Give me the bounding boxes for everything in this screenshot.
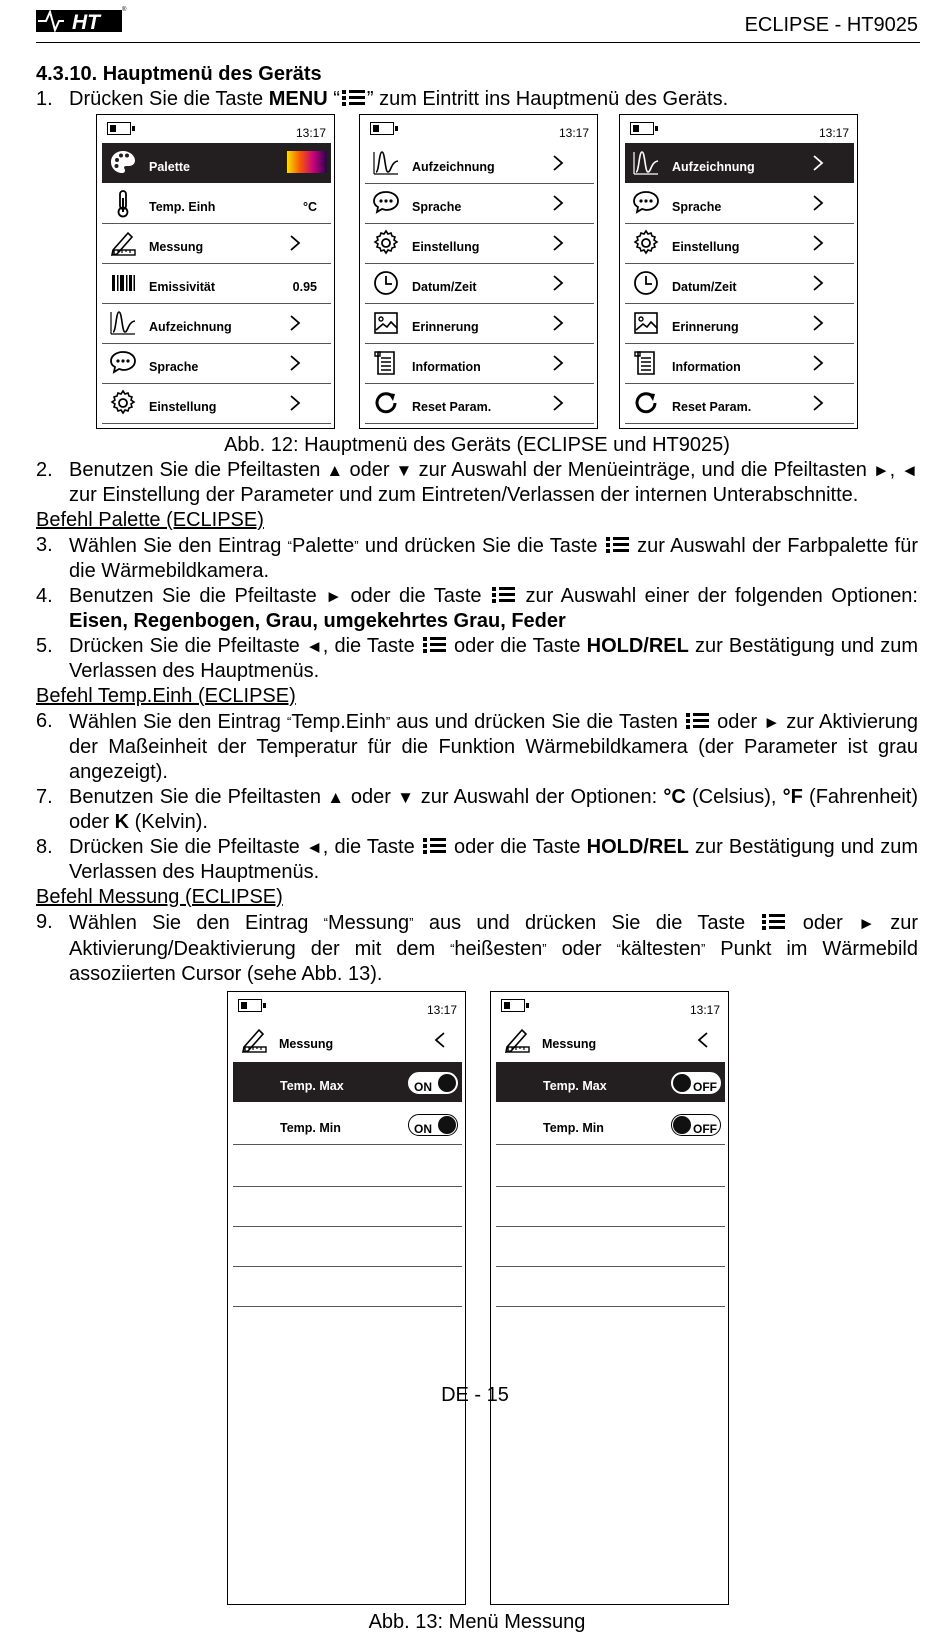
toggle-row-label: Temp. Max — [543, 1079, 607, 1093]
chevron-right-icon — [550, 395, 566, 411]
battery-icon — [107, 122, 131, 135]
step-6: 6. Wählen Sie den Eintrag “Temp.Einh” aus und drücken Sie die Tasten oder ► zur Aktivierung der Maßeinheit der Temperatur für die Funktion Wärmebildkamera (der Parameter ist grau angezeigt). — [36, 710, 918, 783]
menu-item-label: Emissivität — [149, 280, 216, 294]
battery-icon — [501, 999, 525, 1012]
status-bar — [491, 992, 728, 1018]
barcode-icon — [108, 268, 138, 298]
ht-logo — [36, 4, 128, 34]
palette-icon — [108, 148, 138, 178]
menu-item-label: Aufzeichnung — [412, 160, 495, 174]
gear-icon — [108, 388, 138, 418]
menu-item-label: Aufzeichnung — [149, 320, 232, 334]
chevron-right-icon — [550, 275, 566, 291]
menu-item-label: Reset Param. — [672, 400, 752, 414]
chevron-right-icon — [810, 395, 826, 411]
chevron-right-icon — [287, 355, 303, 371]
clock-icon — [631, 268, 661, 298]
menu-item[interactable] — [102, 223, 331, 264]
chevron-right-icon — [550, 355, 566, 371]
toggle-row[interactable] — [496, 1104, 725, 1145]
waveform-icon — [371, 148, 401, 178]
menu-item[interactable] — [365, 183, 594, 224]
step-3: 3. Wählen Sie den Eintrag “Palette” und drücken Sie die Taste zur Auswahl der Farbpalette für die Wärmebildkamera. — [36, 534, 918, 582]
chevron-right-icon — [550, 155, 566, 171]
toggle-switch[interactable] — [671, 1072, 721, 1094]
chevron-right-icon — [810, 155, 826, 171]
chevron-right-icon — [810, 275, 826, 291]
toggle-row[interactable] — [496, 1062, 725, 1102]
pencil-ruler-icon — [239, 1025, 269, 1055]
chevron-left-icon — [432, 1032, 448, 1048]
menu-item-label: Sprache — [412, 200, 462, 214]
clock-time: 13:17 — [818, 126, 849, 140]
clock-icon — [371, 268, 401, 298]
menu-item-label: Einstellung — [149, 400, 217, 414]
step-4: 4. Benutzen Sie die Pfeiltaste ► oder die Taste zur Auswahl einer der folgenden Optionen: Eisen, Regenbogen, Grau, umgekehrtes Grau, Feder — [36, 585, 918, 632]
menu-item[interactable] — [102, 303, 331, 344]
empty-row — [233, 1266, 462, 1307]
menu-item[interactable] — [625, 263, 854, 304]
toggle-row[interactable] — [233, 1062, 462, 1102]
pencil-ruler-icon — [502, 1025, 532, 1055]
figure-13-caption: Abb. 13: Menü Messung — [368, 1611, 586, 1633]
submenu-title[interactable] — [233, 1020, 462, 1060]
battery-icon — [238, 999, 262, 1012]
toggle-row-label: Temp. Max — [280, 1079, 344, 1093]
palette-swatch — [287, 151, 327, 173]
document-icon — [371, 348, 401, 378]
chevron-right-icon — [550, 315, 566, 331]
menu-item[interactable] — [625, 183, 854, 224]
pencil-ruler-icon — [108, 228, 138, 258]
svg-text:HT: HT — [72, 11, 100, 34]
empty-row — [496, 1266, 725, 1307]
menu-item-label: Sprache — [149, 360, 199, 374]
speech-bubble-icon — [631, 188, 661, 218]
chevron-right-icon — [550, 195, 566, 211]
menu-item-label: Information — [412, 360, 481, 374]
status-bar — [620, 115, 857, 141]
menu-item-label: Sprache — [672, 200, 722, 214]
menu-item[interactable] — [365, 263, 594, 304]
menu-item[interactable] — [365, 343, 594, 384]
menu-item[interactable] — [365, 383, 594, 424]
submenu-title[interactable] — [496, 1020, 725, 1060]
menu-item[interactable] — [625, 383, 854, 424]
step-7: 7. Benutzen Sie die Pfeiltasten ▲ oder ▼ zur Auswahl der Optionen: °C (Celsius), °F (Fahrenheit) oder K (Kelvin). — [36, 786, 918, 833]
empty-row — [496, 1146, 725, 1187]
menu-item-label: Aufzeichnung — [672, 160, 755, 174]
menu-item-label: Einstellung — [672, 240, 740, 254]
device-screen — [490, 991, 729, 1605]
step-2: 2. Benutzen Sie die Pfeiltasten ▲ oder ▼ zur Auswahl der Menüeinträge, und die Pfeiltasten ►, ◄ zur Einstellung der Parameter und zum Eintreten/Verlassen der internen Unterabschnitte. — [36, 459, 918, 506]
toggle-knob — [438, 1074, 456, 1092]
reset-icon — [631, 388, 661, 418]
toggle-state: ON — [414, 1122, 432, 1136]
battery-icon — [630, 122, 654, 135]
step-1: 1. Drücken Sie die Taste MENU “ ” zum Eintritt ins Hauptmenü des Geräts. — [36, 88, 729, 110]
chevron-right-icon — [287, 235, 303, 251]
empty-row — [233, 1186, 462, 1227]
toggle-state: OFF — [693, 1122, 717, 1136]
menu-item[interactable] — [102, 263, 331, 304]
figure-12-caption: Abb. 12: Hauptmenü des Geräts (ECLIPSE und HT9025) — [224, 434, 730, 456]
gear-icon — [631, 228, 661, 258]
menu-item[interactable] — [102, 183, 331, 224]
svg-text:®: ® — [122, 7, 127, 13]
toggle-knob — [438, 1116, 456, 1134]
status-bar — [97, 115, 334, 141]
menu-item-value: 0.95 — [292, 280, 317, 294]
empty-row — [496, 1226, 725, 1267]
menu-key-icon — [490, 585, 517, 605]
toggle-switch[interactable] — [671, 1114, 721, 1136]
document-title: ECLIPSE - HT9025 — [744, 14, 918, 36]
toggle-row-label: Temp. Min — [280, 1121, 341, 1135]
status-bar — [360, 115, 597, 141]
section-temp-einh: Befehl Temp.Einh (ECLIPSE) — [36, 685, 296, 707]
toggle-knob — [673, 1074, 691, 1092]
menu-item-label: Messung — [149, 240, 204, 254]
chevron-right-icon — [550, 235, 566, 251]
chevron-right-icon — [810, 195, 826, 211]
submenu-title-label: Messung — [542, 1037, 597, 1051]
device-screen — [359, 114, 598, 429]
menu-item[interactable] — [625, 343, 854, 384]
status-bar — [228, 992, 465, 1018]
menu-key-icon — [760, 912, 787, 932]
menu-item[interactable] — [102, 383, 331, 424]
empty-row — [233, 1226, 462, 1267]
menu-item[interactable] — [365, 143, 594, 184]
chevron-left-icon — [695, 1032, 711, 1048]
image-icon — [371, 308, 401, 338]
chevron-right-icon — [287, 395, 303, 411]
empty-row — [496, 1186, 725, 1227]
clock-time: 13:17 — [558, 126, 589, 140]
toggle-switch[interactable] — [408, 1114, 458, 1136]
menu-key-icon — [421, 836, 448, 856]
section-palette: Befehl Palette (ECLIPSE) — [36, 509, 264, 531]
figure-main-menu — [96, 114, 918, 430]
menu-key-icon — [604, 535, 631, 555]
device-screen — [96, 114, 335, 429]
reset-icon — [371, 388, 401, 418]
chevron-right-icon — [810, 235, 826, 251]
waveform-icon — [631, 148, 661, 178]
menu-item-label: Information — [672, 360, 741, 374]
submenu-title-label: Messung — [279, 1037, 334, 1051]
menu-item[interactable] — [625, 223, 854, 264]
waveform-icon — [108, 308, 138, 338]
menu-item-label: Einstellung — [412, 240, 480, 254]
menu-item-value: °C — [302, 200, 317, 214]
menu-key-icon — [421, 635, 448, 655]
speech-bubble-icon — [371, 188, 401, 218]
device-screen — [227, 991, 466, 1605]
menu-item-label: Temp. Einh — [149, 200, 216, 214]
toggle-row[interactable] — [233, 1104, 462, 1145]
clock-time: 13:17 — [689, 1003, 720, 1017]
toggle-state: OFF — [693, 1080, 717, 1094]
menu-item[interactable] — [625, 303, 854, 344]
device-screen — [619, 114, 858, 429]
toggle-state: ON — [414, 1080, 432, 1094]
figure-messung-menu — [227, 991, 918, 1607]
chevron-right-icon — [810, 315, 826, 331]
menu-item[interactable] — [102, 143, 331, 183]
menu-key-icon — [684, 711, 711, 731]
step-8: 8. Drücken Sie die Pfeiltaste ◄, die Taste oder die Taste HOLD/REL zur Bestätigung und zum Verlassen des Hauptmenüs. — [36, 836, 919, 883]
menu-item-label: Erinnerung — [672, 320, 739, 334]
menu-item-label: Datum/Zeit — [672, 280, 737, 294]
empty-row — [233, 1146, 462, 1187]
speech-bubble-icon — [108, 348, 138, 378]
menu-item-label: Datum/Zeit — [412, 280, 477, 294]
clock-time: 13:17 — [295, 126, 326, 140]
section-heading: 4.3.10. Hauptmenü des Geräts — [36, 63, 322, 85]
menu-item[interactable] — [102, 343, 331, 384]
menu-item-label: Erinnerung — [412, 320, 479, 334]
clock-time: 13:17 — [426, 1003, 457, 1017]
battery-icon — [370, 122, 394, 135]
chevron-right-icon — [810, 355, 826, 371]
toggle-knob — [673, 1116, 691, 1134]
page-number: DE - 15 — [441, 1384, 509, 1406]
menu-item[interactable] — [365, 303, 594, 344]
menu-item-label: Reset Param. — [412, 400, 492, 414]
menu-item[interactable] — [365, 223, 594, 264]
menu-key-icon — [340, 88, 367, 108]
page-header — [36, 0, 920, 43]
step-5: 5. Drücken Sie die Pfeiltaste ◄, die Taste oder die Taste HOLD/REL zur Bestätigung und zum Verlassen des Hauptmenüs. — [36, 635, 919, 682]
image-icon — [631, 308, 661, 338]
step-9: 9. Wählen Sie den Eintrag “Messung” aus und drücken Sie die Taste oder ► zur Aktivierung/Deaktivierung der mit dem “heißesten” oder “kältesten” Punkt im Wärmebild assoziierten Cursor (sehe Abb. 13). — [36, 911, 918, 985]
gear-icon — [371, 228, 401, 258]
menu-item[interactable] — [625, 143, 854, 183]
chevron-right-icon — [287, 315, 303, 331]
toggle-row-label: Temp. Min — [543, 1121, 604, 1135]
document-icon — [631, 348, 661, 378]
menu-item-label: Palette — [149, 160, 190, 174]
section-messung: Befehl Messung (ECLIPSE) — [36, 886, 283, 908]
toggle-switch[interactable] — [408, 1072, 458, 1094]
thermometer-icon — [108, 188, 138, 218]
